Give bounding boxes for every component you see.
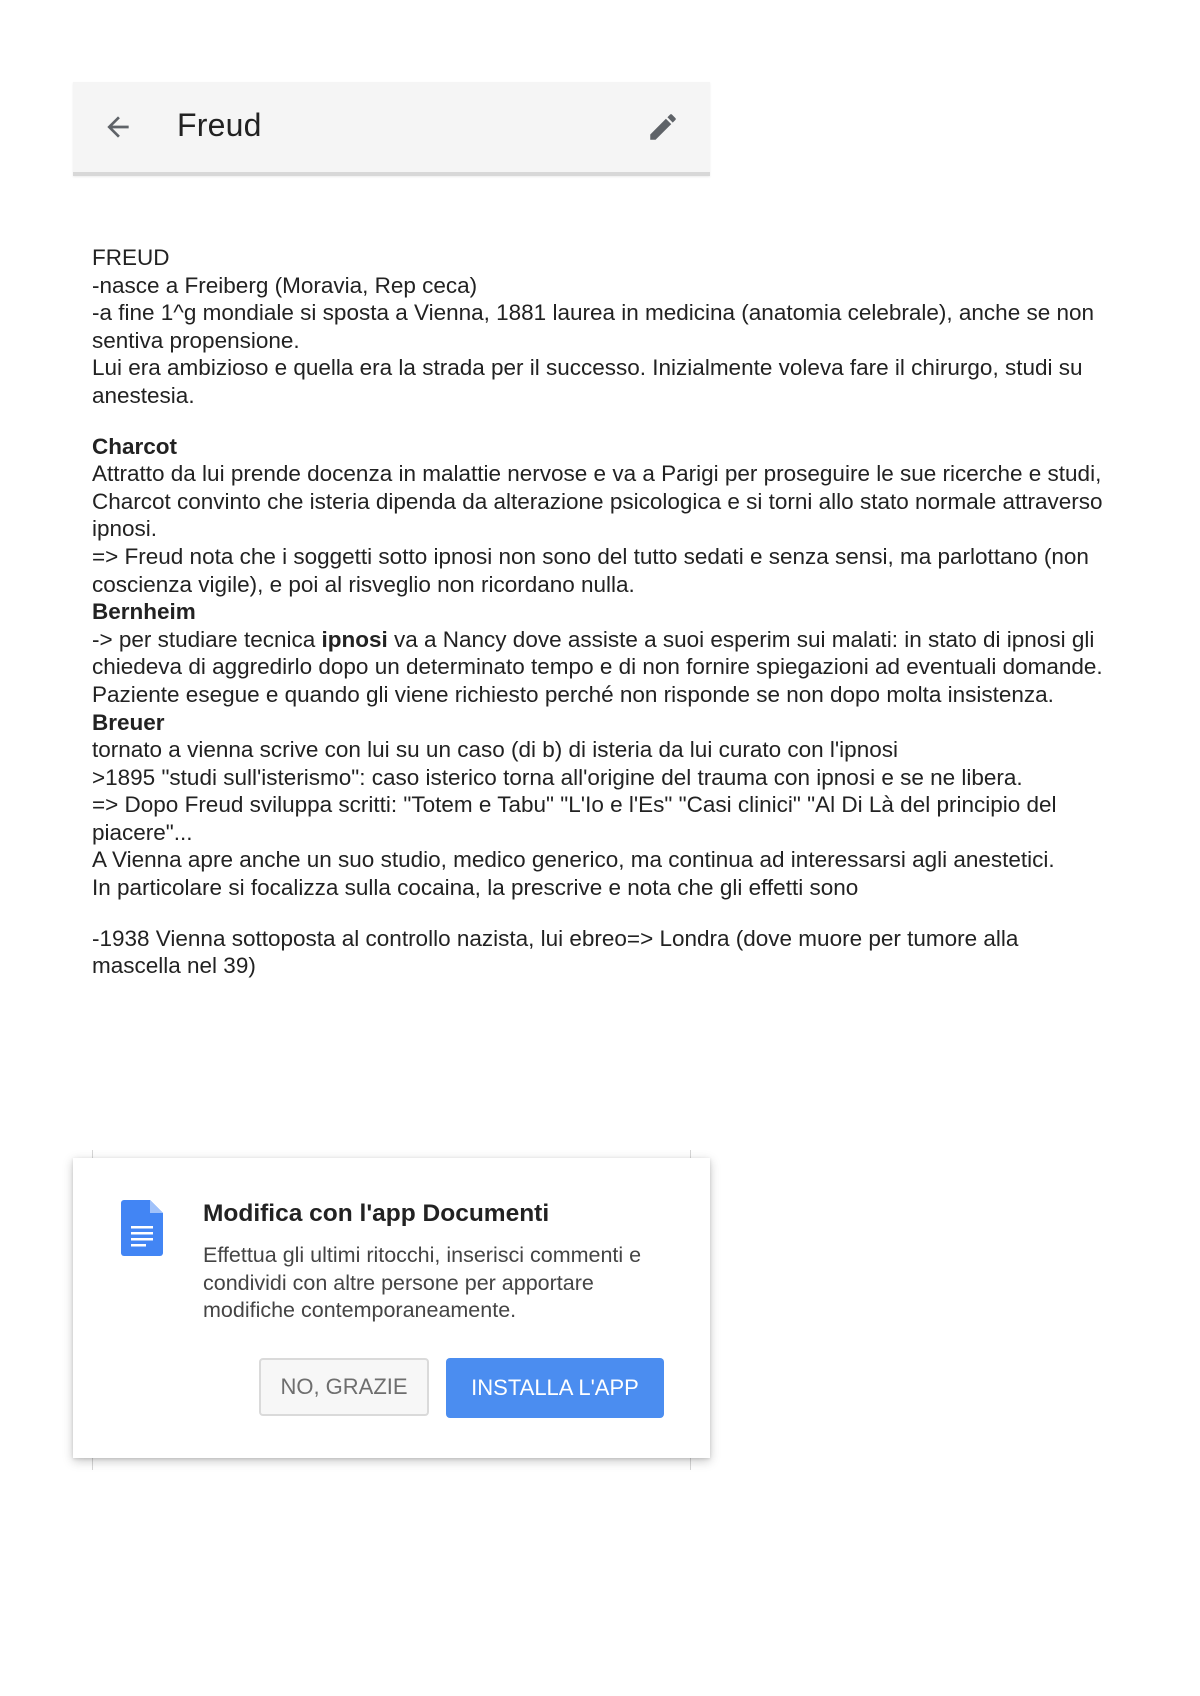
doc-paragraph: A Vienna apre anche un suo studio, medico generico, ma continua ad interessarsi agli anestetici. — [92, 847, 1055, 873]
doc-paragraph: => Dopo Freud sviluppa scritti: "Totem e Tabu" "L'Io e l'Es" "Casi clinici" "Al Di Là del principio del piacere"... — [92, 792, 1057, 845]
decline-button[interactable]: NO, GRAZIE — [259, 1358, 429, 1416]
doc-paragraph: >1895 "studi sull'isterismo": caso isterico torna all'origine del trauma con ipnosi e se ne libera. — [92, 764, 1023, 790]
doc-line: Lui era ambizioso e quella era la strada per il successo. Inizialmente voleva fare il chirurgo, studi su anestesia. — [92, 355, 1083, 408]
install-app-button[interactable]: INSTALLA L'APP — [446, 1358, 664, 1418]
doc-line: -a fine 1^g mondiale si sposta a Vienna, 1881 laurea in medicina (anatomia celebrale), anche se non sentiva propensione. — [92, 300, 1095, 353]
dialog-description: Effettua gli ultimi ritocchi, inserisci commenti e condividi con altre persone per apportare modifiche contemporaneamente. — [203, 1243, 642, 1323]
top-app-bar — [73, 82, 710, 176]
doc-line: -nasce a Freiberg (Moravia, Rep ceca) — [92, 272, 478, 298]
pencil-icon — [646, 110, 680, 144]
arrow-back-icon — [102, 111, 134, 143]
doc-paragraph: tornato a vienna scrive con lui su un caso (di b) di isteria da lui curato con l'ipnosi — [92, 737, 898, 763]
doc-paragraph: Attratto da lui prende docenza in malattie nervose e va a Parigi per proseguire le sue ricerche e studi, Charcot convinto che isteria dipenda da alterazione psicologica e si torni allo stato normale attraverso ipnosi. — [92, 461, 1103, 542]
section-heading-bernheim: Bernheim — [92, 599, 196, 625]
doc-paragraph: => Freud nota che i soggetti sotto ipnosi non sono del tutto sedati e senza sensi, ma parlottano (non coscienza vigile), e poi al risveglio non ricordano nulla. — [92, 543, 1089, 597]
doc-paragraph: -> per studiare tecnica ipnosi va a Nancy dove assiste a suoi esperim sui malati: in stato di ipnosi gli chiedeva di aggredirlo dopo un determinato tempo e di non fornire spiegazioni ad eventuali domande. Paziente esegue e quando gli viene richiesto perché non risponde se non dopo molta insistenza. — [92, 626, 1103, 707]
docs-file-icon — [121, 1200, 163, 1256]
document-title: Freud — [177, 107, 262, 143]
doc-line: FREUD — [92, 245, 170, 270]
section-heading-charcot: Charcot — [92, 433, 178, 459]
doc-paragraph: In particolare si focalizza sulla cocaina, la prescrive e nota che gli effetti sono — [92, 875, 859, 901]
edit-button[interactable] — [640, 104, 686, 150]
doc-paragraph: -1938 Vienna sottoposta al controllo nazista, lui ebreo=> Londra (dove muore per tumore alla mascella nel 39) — [92, 925, 1019, 979]
back-button[interactable] — [95, 104, 141, 150]
dialog-title: Modifica con l'app Documenti — [203, 1200, 550, 1227]
install-app-dialog — [73, 1158, 710, 1458]
bold-term: ipnosi — [321, 626, 388, 652]
section-heading-breuer: Breuer — [92, 709, 165, 735]
document-body — [92, 244, 1112, 980]
